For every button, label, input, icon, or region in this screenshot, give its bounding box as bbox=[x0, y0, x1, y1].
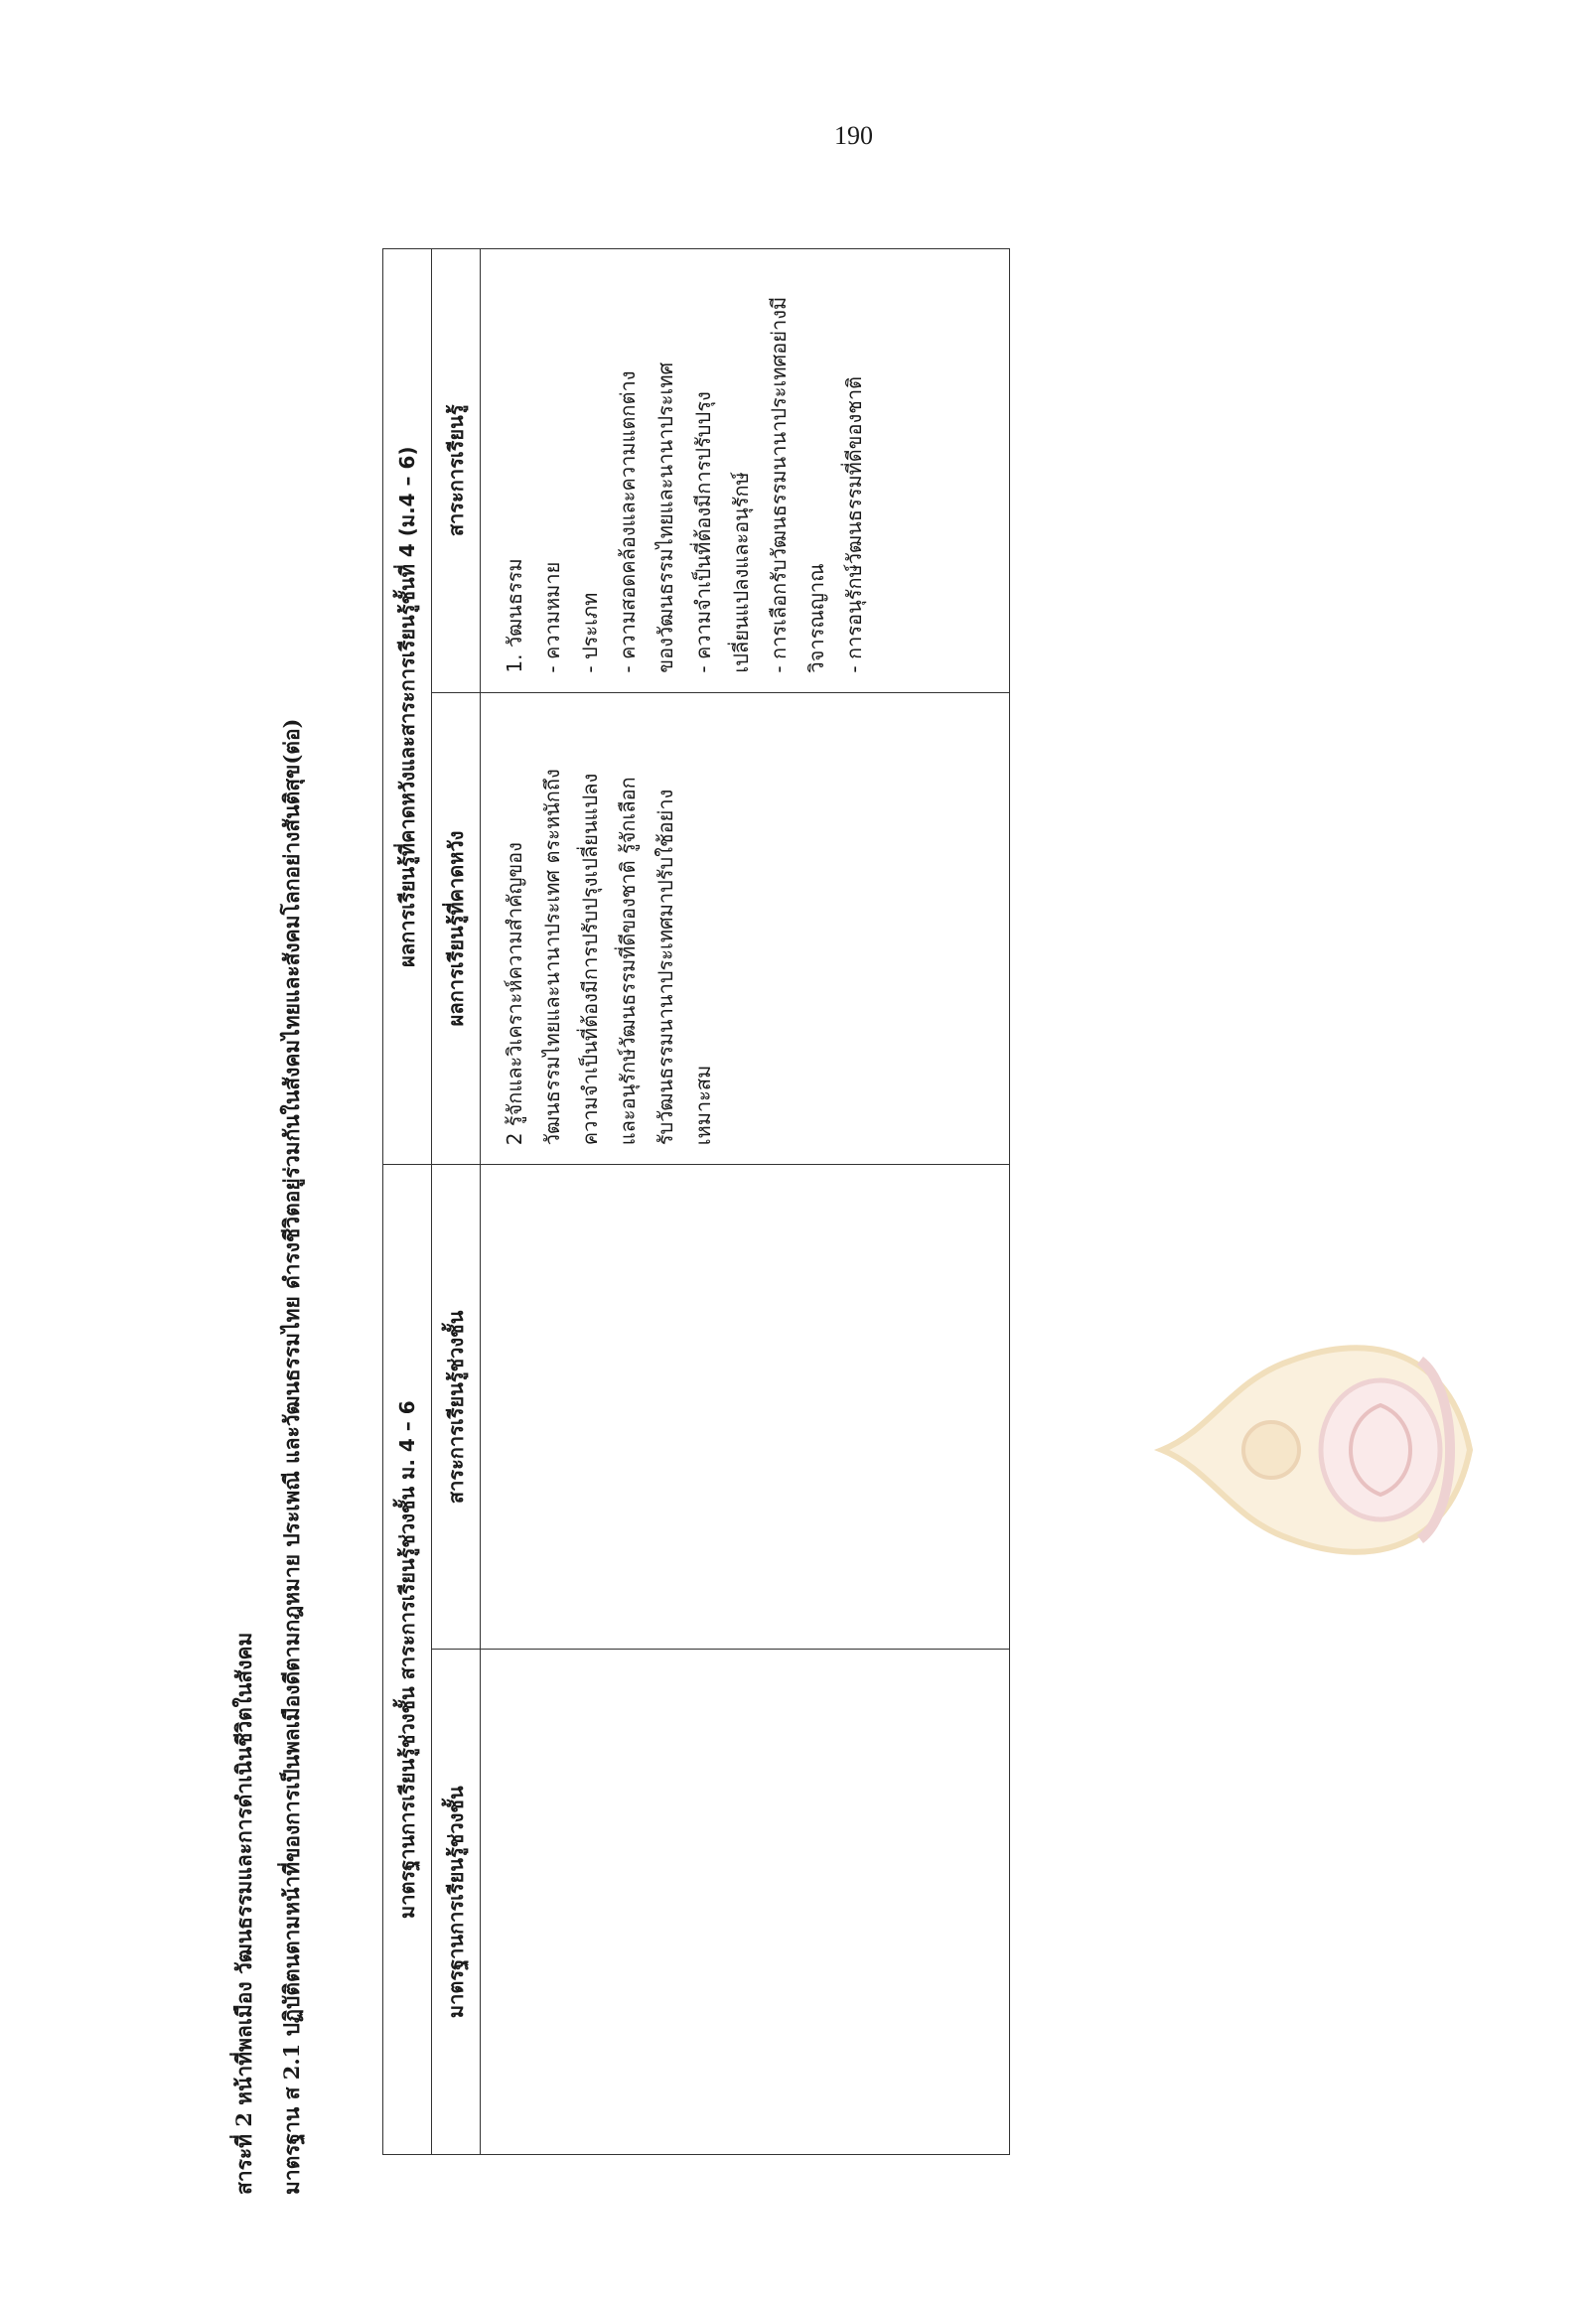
outcome-line: วัฒนธรรมไทยและนานาประเทศ ตระหนักถึง bbox=[540, 769, 564, 1146]
group-header-row bbox=[383, 249, 432, 2155]
group-header-standards: มาตรฐานการเรียนรู้ช่วงชั้น สาระการเรียนรู้ช่วงชั้น ม. 4 – 6 bbox=[383, 1165, 432, 2155]
outcome-line: เหมาะสม bbox=[691, 1065, 715, 1146]
cell-learning-content bbox=[481, 249, 1010, 693]
content-line: - ความสอดคล้องและความแตกต่าง bbox=[616, 370, 640, 673]
col-header-expected-outcome: ผลการเรียนรู้ที่คาดหวัง bbox=[432, 692, 481, 1165]
content-line: 1. วัฒนธรรม bbox=[503, 558, 526, 673]
col-header-content-range: สาระการเรียนรู้ช่วงชั้น bbox=[432, 1165, 481, 1650]
content-line: - การอนุรักษ์วัฒนธรรมที่ดีของชาติ bbox=[842, 375, 866, 673]
page-number: 190 bbox=[834, 121, 873, 150]
content-line: - ความจำเป็นที่ต้องมีการปรับปรุง bbox=[691, 391, 715, 673]
cell-expected-outcome bbox=[481, 692, 1010, 1165]
strand-title: สาระที่ 2 หน้าที่พลเมือง วัฒนธรรมและการดำเนินชีวิตในสังคม bbox=[231, 1632, 256, 2195]
outcome-line: และอนุรักษ์วัฒนธรรมที่ดีของชาติ รู้จักเลือก bbox=[616, 777, 640, 1146]
column-header-row bbox=[432, 249, 481, 2155]
content-line: ของวัฒนธรรมไทยและนานาประเทศ bbox=[653, 361, 677, 673]
group-header-outcomes: ผลการเรียนรู้ที่คาดหวังและสาระการเรียนรู้ชั้นที่ 4 (ม.4 – 6) bbox=[383, 249, 432, 1165]
curriculum-table bbox=[382, 248, 1010, 2155]
rotated-page-content bbox=[199, 218, 1092, 2254]
outcome-line: รับวัฒนธรรมนานาประเทศมาปรับใช้อย่าง bbox=[653, 789, 677, 1146]
seal-watermark-icon bbox=[1152, 1321, 1480, 1579]
content-line: - ความหมาย bbox=[540, 561, 564, 673]
standard-title: มาตรฐาน ส 2.1 ปฏิบัติตนตามหน้าที่ของการเป็นพลเมืองดีตามกฎหมาย ประเพณี และวัฒนธรรมไทย ดำรงชีวิตอยู่ร่วมกันในสังคมไทยและสังคมโลกอย่างสันติสุข(ต่อ) bbox=[279, 718, 304, 2195]
col-header-standard: มาตรฐานการเรียนรู้ช่วงชั้น bbox=[432, 1650, 481, 2155]
content-line: วิจารณญาณ bbox=[804, 563, 828, 673]
content-line: - ประเภท bbox=[578, 592, 602, 673]
content-line: - การเลือกรับวัฒนธรรมนานาประเทศอย่างมี bbox=[767, 296, 791, 673]
table-row bbox=[481, 249, 1010, 2155]
cell-content-range bbox=[481, 1165, 1010, 1650]
cell-standard bbox=[481, 1650, 1010, 2155]
content-line: เปลี่ยนแปลงและอนุรักษ์ bbox=[729, 472, 753, 673]
col-header-learning-content: สาระการเรียนรู้ bbox=[432, 249, 481, 693]
outcome-line: 2 รู้จักและวิเคราะห์ความสำคัญของ bbox=[503, 842, 526, 1146]
outcome-line: ความจำเป็นที่ต้องมีการปรับปรุงเปลี่ยนแปลง bbox=[578, 773, 602, 1146]
